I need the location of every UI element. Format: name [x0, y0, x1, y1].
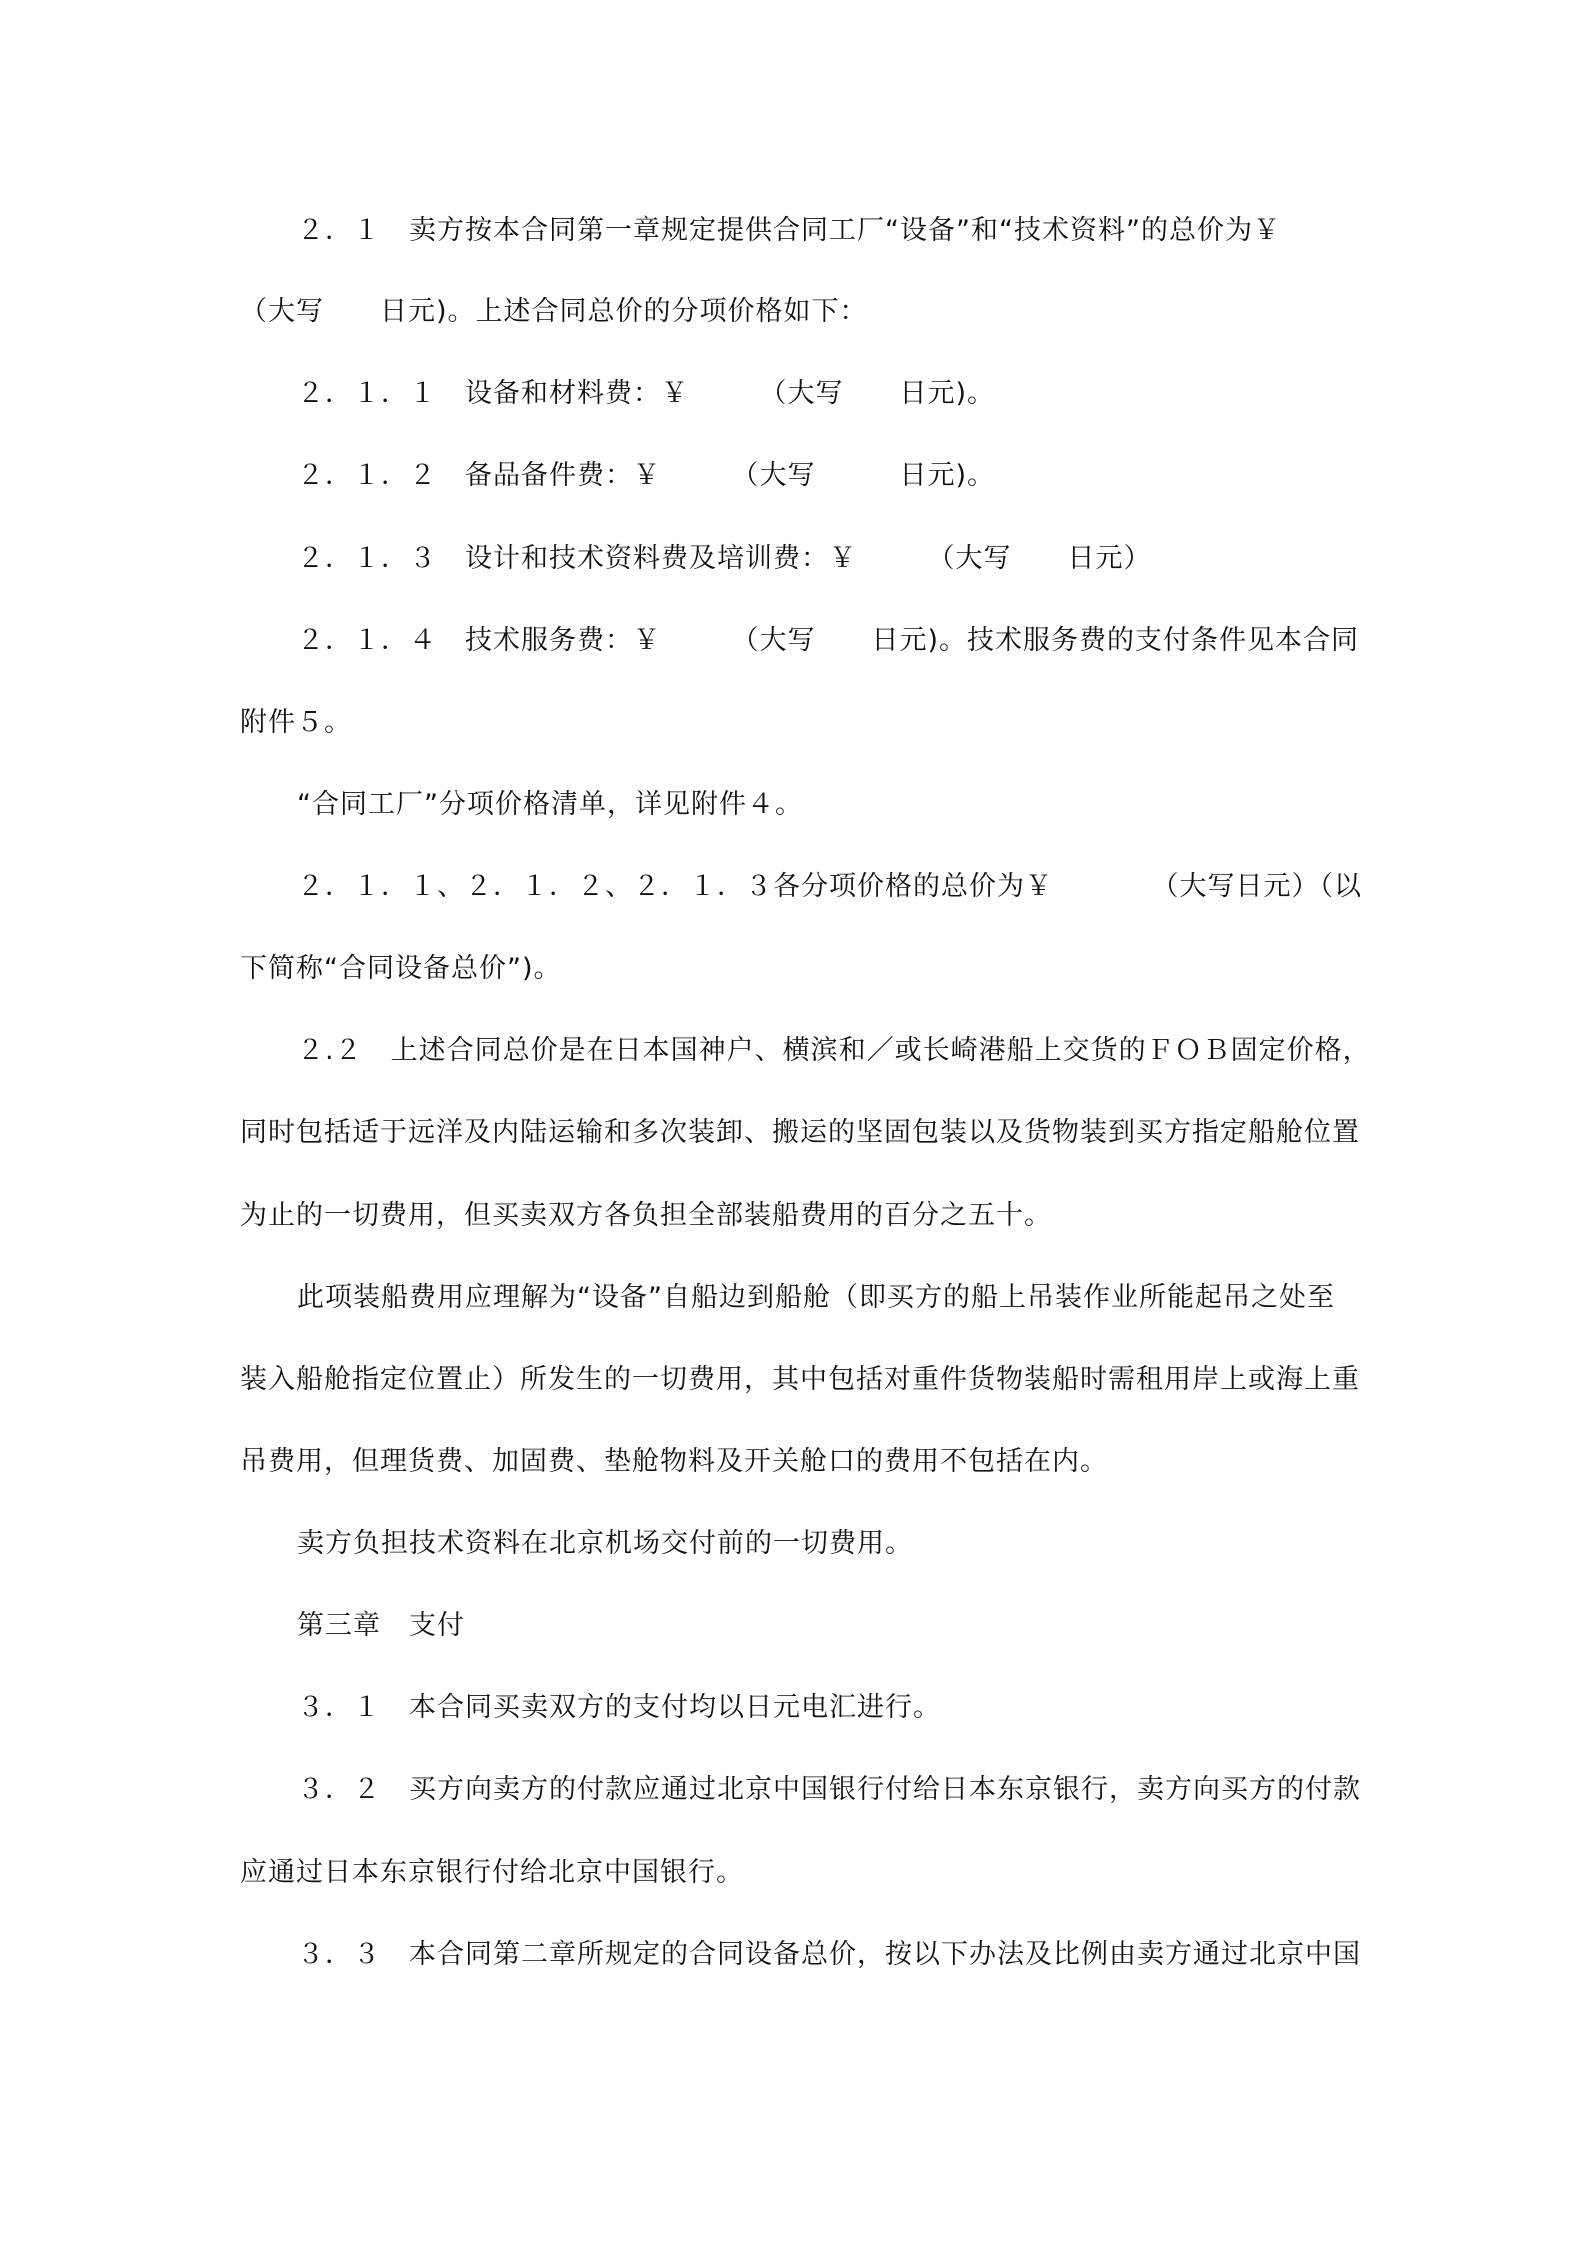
paragraph-3-1: ３．１ 本合同买卖双方的支付均以日元电汇进行。	[297, 1692, 941, 1723]
paragraph-3-2-line-1: ３．２ 买方向卖方的付款应通过北京中国银行付给日本东京银行，卖方向买方的付款	[297, 1774, 1361, 1805]
paragraph-loading-line-3: 吊费用，但理货费、加固费、垫舱物料及开关舱口的费用不包括在内。	[240, 1446, 1108, 1477]
paragraph-price-list: “合同工厂”分项价格清单，详见附件４。	[297, 789, 803, 820]
paragraph-2-1-4-line-2: 附件５。	[240, 707, 352, 738]
paragraph-subtotal-line-1: ２．１．１、２．１．２、２．１．３各分项价格的总价为￥ （大写日元）（以	[297, 871, 1362, 902]
chapter-3-heading: 第三章 支付	[297, 1610, 465, 1641]
paragraph-2-2-line-3: 为止的一切费用，但买卖双方各负担全部装船费用的百分之五十。	[240, 1200, 1052, 1231]
paragraph-2-1-line-1: ２．１ 卖方按本合同第一章规定提供合同工厂“设备”和“技术资料”的总价为￥	[297, 215, 1281, 246]
paragraph-2-1-1: ２．１．１ 设备和材料费：￥ （大写 日元)。	[297, 378, 996, 409]
paragraph-technical-docs: 卖方负担技术资料在北京机场交付前的一切费用。	[297, 1528, 913, 1559]
paragraph-3-3-line-1: ３．３ 本合同第二章所规定的合同设备总价，按以下办法及比例由卖方通过北京中国	[297, 1939, 1361, 1970]
paragraph-2-2-line-1: ２.２ 上述合同总价是在日本国神户、横滨和／或长崎港船上交货的ＦＯＢ固定价格，	[297, 1035, 1371, 1066]
paragraph-2-1-3: ２．１．３ 设计和技术资料费及培训费：￥ （大写 日元）	[297, 543, 1152, 574]
paragraph-2-1-2: ２．１．２ 备品备件费：￥ （大写 日元)。	[297, 460, 996, 491]
paragraph-3-2-line-2: 应通过日本东京银行付给北京中国银行。	[240, 1857, 744, 1888]
paragraph-subtotal-line-2: 下简称“合同设备总价”)。	[240, 953, 562, 984]
paragraph-loading-line-2: 装入船舱指定位置止）所发生的一切费用，其中包括对重件货物装船时需租用岸上或海上重	[240, 1364, 1360, 1395]
paragraph-loading-line-1: 此项装船费用应理解为“设备”自船边到船舱（即买方的船上吊装作业所能起吊之处至	[297, 1282, 1335, 1313]
paragraph-2-2-line-2: 同时包括适于远洋及内陆运输和多次装卸、搬运的坚固包装以及货物装到买方指定船舱位置	[240, 1117, 1360, 1148]
paragraph-2-1-4-line-1: ２．１．４ 技术服务费：￥ （大写 日元)。技术服务费的支付条件见本合同	[297, 625, 1360, 656]
paragraph-2-1-line-2: （大写 日元)。上述合同总价的分项价格如下：	[240, 296, 868, 327]
